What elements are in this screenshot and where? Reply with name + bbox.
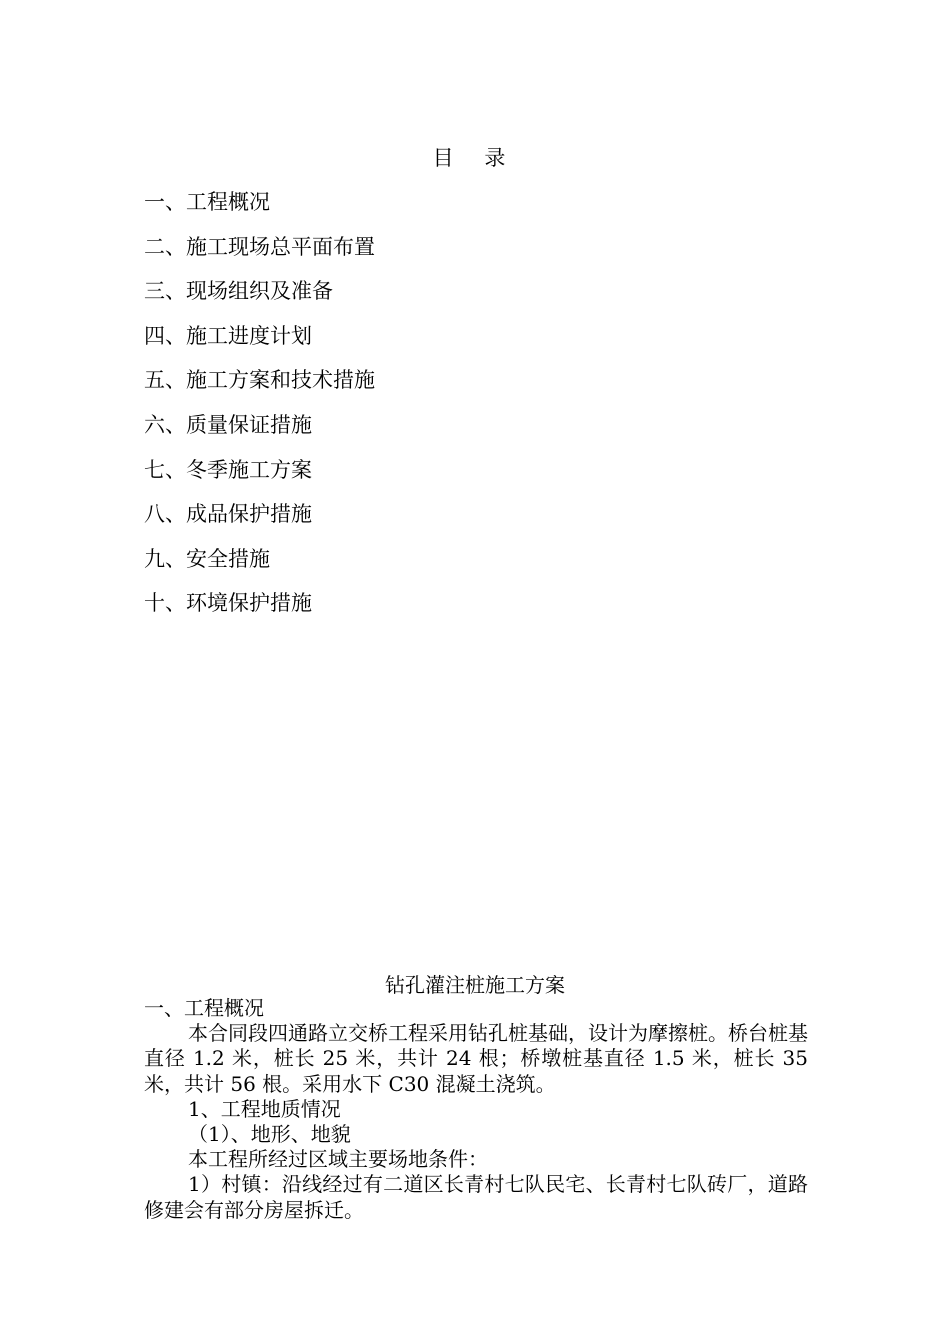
toc-item-4: 四、施工进度计划 xyxy=(144,323,312,348)
toc-item-9: 九、安全措施 xyxy=(144,546,270,571)
toc-item-3: 三、现场组织及准备 xyxy=(144,279,333,304)
subsubsection-heading: （1）、地形、地貌 xyxy=(188,1121,351,1146)
toc-title: 目 录 xyxy=(432,146,518,170)
toc-item-5: 五、施工方案和技术措施 xyxy=(144,368,375,393)
document-title: 钻孔灌注桩施工方案 xyxy=(385,973,565,997)
document-body xyxy=(144,996,808,1223)
overview-paragraph: 本合同段四通路立交桥工程采用钻孔桩基础，设计为摩擦桩。桥台桩基直径 1.2 米，桩长 25 米，共计 24 根；桥墩桩基直径 1.5 米，桩长 35 米，共计 56 根。采用水下 C30 混凝土浇筑。 xyxy=(144,1021,808,1096)
toc-item-1: 一、工程概况 xyxy=(144,190,270,214)
site-conditions-intro: 本工程所经过区域主要场地条件： xyxy=(188,1147,488,1172)
section-heading: 一、工程概况 xyxy=(144,996,264,1020)
table-of-contents xyxy=(144,188,375,634)
toc-item-8: 八、成品保护措施 xyxy=(144,502,312,527)
toc-item-2: 二、施工现场总平面布置 xyxy=(144,234,375,259)
subsection-heading: 1、工程地质情况 xyxy=(188,1096,341,1121)
toc-item-10: 十、环境保护措施 xyxy=(144,591,312,616)
toc-item-6: 六、质量保证措施 xyxy=(144,412,312,437)
village-item-paragraph: 1）村镇：沿线经过有二道区长青村七队民宅、长青村七队砖厂，道路修建会有部分房屋拆迁。 xyxy=(144,1172,808,1222)
toc-item-7: 七、冬季施工方案 xyxy=(144,457,312,482)
